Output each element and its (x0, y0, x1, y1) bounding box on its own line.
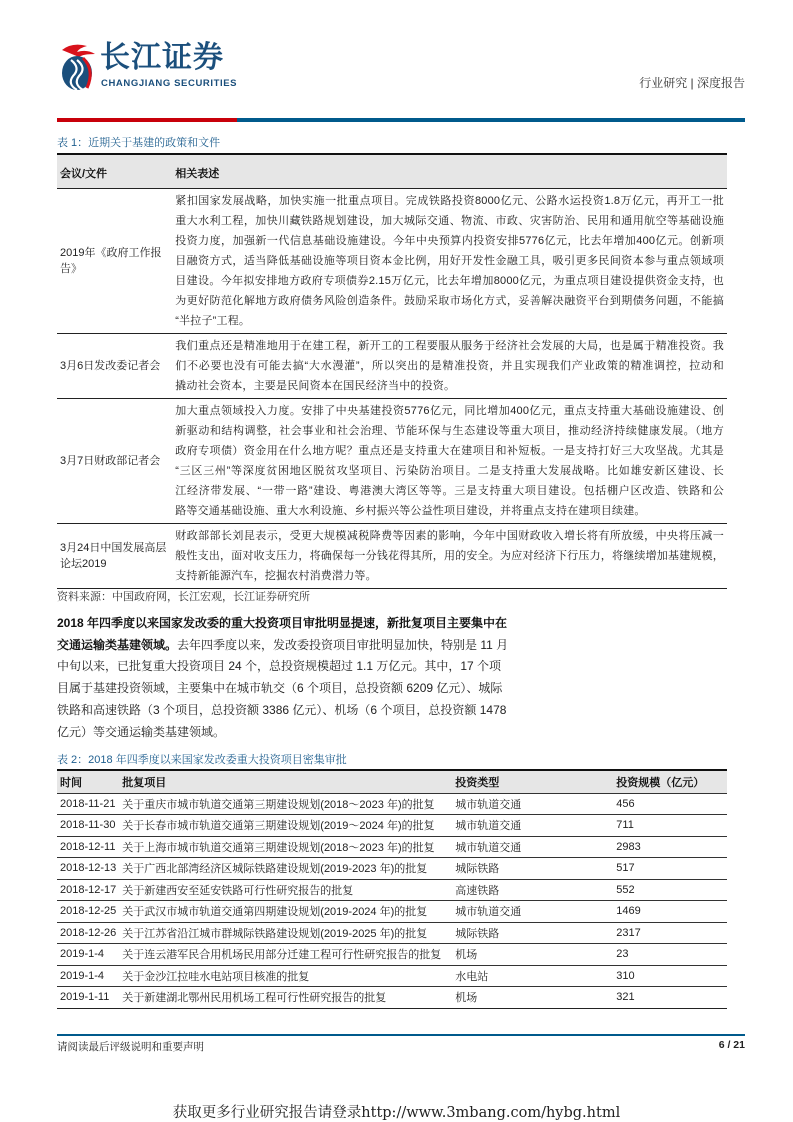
doc-cell: 3月24日中国发展高层论坛2019 (57, 523, 172, 588)
type-cell: 水电站 (452, 965, 613, 987)
project-cell: 关于连云港军民合用机场民用部分迁建工程可行性研究报告的批复 (119, 944, 452, 966)
watermark-link[interactable]: 获取更多行业研究报告请登录http://www.3mbang.com/hybg.html (172, 1105, 621, 1121)
project-cell: 关于上海市城市轨道交通第三期建设规划(2018～2023 年)的批复 (119, 836, 452, 858)
table-row (57, 858, 727, 880)
statement-line: 加大重点领域投入力度。安排了中央基建投资5776亿元，同比增加400亿元，重点支持重大基础设施建设、创 (175, 404, 724, 417)
project-cell: 关于江苏省沿江城市群城际铁路建设规划(2019-2025 年)的批复 (119, 922, 452, 944)
table-row (57, 987, 727, 1009)
paragraph-lead: 2018 年四季度以来国家发改委的重大投资项目审批明显提速，新批复项目主要集中在交通运输类基建领域。 (57, 616, 508, 652)
paragraph-text: 去年四季度以来，发改委投资项目审批明显加快，特别是 11 月中旬以来，已批复重大投资项目 24 个，总投资规模超过 1.1 万亿元。其中，17 个项目属于基建投资领域，主要集中在城市轨交（6 个项目，总投资额 6209 亿元）、城际铁路和高速铁路（3 个项目，总投资额 3386 亿元）、机场（6 个项目，总投资额 1478 亿元）等交通运输类基建领域。 (57, 637, 509, 739)
statement-line: 目建设。今年拟安排地方政府专项债券2.15万亿元，比去年增加8000亿元，为重点项目建设提供资金支持，也 (175, 274, 724, 287)
date-cell: 2019-1-4 (57, 965, 119, 987)
project-cell: 关于重庆市城市轨道交通第三期建设规划(2018～2023 年)的批复 (119, 793, 452, 815)
doc-cell: 3月6日发改委记者会 (57, 333, 172, 398)
table-row (57, 398, 727, 523)
project-cell: 关于新建湖北鄂州民用机场工程可行性研究报告的批复 (119, 987, 452, 1009)
footer-disclaimer: 请阅读最后评级说明和重要声明 (57, 1041, 204, 1053)
table-row (57, 944, 727, 966)
statement-line: 新驱动和结构调整，社会事业和社会治理、节能环保与生态建设等重大项目，推动经济持续健康发展。（地方 (175, 424, 724, 437)
table2-caption: 表 2：2018 年四季度以来国家发改委重大投资项目密集审批 (57, 754, 347, 766)
date-cell: 2019-1-4 (57, 944, 119, 966)
statement-line: 重大水利工程，加快川藏铁路规划建设，加大城际交通、物流、市政、灾害防治、民用和通用航空等基础设施 (175, 214, 724, 227)
statement-line: 般性支出，面对收支压力，将确保每一分钱花得其所，用的安全。为应对经济下行压力，将继续增加基建规模， (175, 549, 724, 562)
type-cell: 城市轨道交通 (452, 793, 613, 815)
table-row (57, 523, 727, 588)
statement-line: 路等交通基础设施、重大水利设施、乡村振兴等公益性项目建设，并将重点支持在建项目续建。 (175, 504, 646, 517)
report-category: 行业研究 | 深度报告 (639, 76, 745, 90)
table-row (57, 836, 727, 858)
project-cell: 关于新建西安至延安铁路可行性研究报告的批复 (119, 879, 452, 901)
policy-table (57, 153, 727, 589)
amount-cell: 310 (613, 965, 727, 987)
date-cell: 2018-12-17 (57, 879, 119, 901)
table-row (57, 188, 727, 333)
type-cell: 城市轨道交通 (452, 815, 613, 837)
column-header: 投资类型 (452, 770, 613, 793)
table1-caption: 表 1：近期关于基建的政策和文件 (57, 137, 221, 149)
header-divider-red (57, 118, 237, 122)
column-header: 投资规模（亿元） (613, 770, 727, 793)
statement-line: 投资力度，加强新一代信息基础设施建设。今年中央预算内投资安排5776亿元，比去年增加400亿元。创新项 (175, 234, 724, 247)
statement-line: 江经济带发展、“一带一路”建设、粤港澳大湾区等等。三是支持重大项目建设。包括棚户区改造、铁路和公 (175, 484, 724, 497)
logo-chinese-name: 长江证券 (100, 40, 224, 75)
doc-cell: 3月7日财政部记者会 (57, 398, 172, 523)
date-cell: 2018-12-25 (57, 901, 119, 923)
statement-line: 目融资方式，适当降低基础设施等项目资本金比例，用好开发性金融工具，吸引更多民间资本参与重点领域项 (175, 254, 724, 267)
table-row (57, 815, 727, 837)
statement-line: 财政部部长刘昆表示，受更大规模减税降费等因素的影响，今年中国财政收入增长将有所放缓，中央将压减一 (175, 529, 724, 542)
doc-cell: 2019年《政府工作报告》 (57, 188, 172, 333)
header-divider-blue (237, 118, 745, 122)
page-number: 6 / 21 (718, 1039, 745, 1051)
table-row (57, 901, 727, 923)
column-header: 会议/文件 (57, 154, 172, 188)
table-row (57, 922, 727, 944)
statement-line: 们不必要也没有可能去搞“大水漫灌”，所以突出的是精准投资，并且实现我们产业政策的精准调控，拉动和 (175, 359, 724, 372)
project-cell: 关于武汉市城市轨道交通第四期建设规划(2019-2024 年)的批复 (119, 901, 452, 923)
column-header: 批复项目 (119, 770, 452, 793)
body-paragraph (57, 613, 513, 743)
column-header: 相关表述 (172, 154, 727, 188)
type-cell: 城市轨道交通 (452, 836, 613, 858)
date-cell: 2018-11-30 (57, 815, 119, 837)
column-header: 时间 (57, 770, 119, 793)
statement-cell (172, 398, 727, 523)
type-cell: 机场 (452, 944, 613, 966)
approval-table (57, 769, 727, 1009)
type-cell: 城市轨道交通 (452, 901, 613, 923)
statement-cell (172, 523, 727, 588)
type-cell: 城际铁路 (452, 858, 613, 880)
statement-line: “半拉子”工程。 (175, 314, 251, 327)
project-cell: 关于金沙江拉哇水电站项目核准的批复 (119, 965, 452, 987)
date-cell: 2018-12-26 (57, 922, 119, 944)
project-cell: 关于长春市城市轨道交通第三期建设规划(2019～2024 年)的批复 (119, 815, 452, 837)
type-cell: 高速铁路 (452, 879, 613, 901)
footer-divider (57, 1034, 745, 1036)
table-header-row (57, 154, 727, 188)
amount-cell: 711 (613, 815, 727, 837)
statement-line: 撬动社会资本，主要是民间资本在国民经济当中的投资。 (175, 379, 456, 392)
amount-cell: 517 (613, 858, 727, 880)
amount-cell: 1469 (613, 901, 727, 923)
table-row (57, 793, 727, 815)
table-row (57, 965, 727, 987)
amount-cell: 321 (613, 987, 727, 1009)
amount-cell: 552 (613, 879, 727, 901)
statement-line: 紧扣国家发展战略，加快实施一批重点项目。完成铁路投资8000亿元、公路水运投资1.8万亿元，再开工一批 (175, 194, 724, 207)
statement-cell (172, 333, 727, 398)
statement-line: 政府专项债）资金用在什么地方呢？重点还是支持重大在建项目和补短板。一是支持打好三大攻坚战。尤其是 (175, 444, 724, 457)
type-cell: 城际铁路 (452, 922, 613, 944)
amount-cell: 2983 (613, 836, 727, 858)
date-cell: 2018-11-21 (57, 793, 119, 815)
date-cell: 2019-1-11 (57, 987, 119, 1009)
table1-source: 资料来源：中国政府网，长江宏观，长江证券研究所 (57, 591, 310, 603)
statement-cell (172, 188, 727, 333)
table-row (57, 879, 727, 901)
statement-line: “三区三州”等深度贫困地区脱贫攻坚项目、污染防治项目。二是支持重大发展战略。比如雄安新区建设、长 (175, 464, 724, 477)
amount-cell: 23 (613, 944, 727, 966)
statement-line: 支持新能源汽车，挖掘农村消费潜力等。 (175, 569, 377, 582)
date-cell: 2018-12-13 (57, 858, 119, 880)
table-header-row (57, 770, 727, 793)
statement-line: 我们重点还是精准地用于在建工程，新开工的工程要服从服务于经济社会发展的大局，也是属于精准投资。我 (175, 339, 724, 352)
amount-cell: 456 (613, 793, 727, 815)
project-cell: 关于广西北部湾经济区城际铁路建设规划(2019-2023 年)的批复 (119, 858, 452, 880)
date-cell: 2018-12-11 (57, 836, 119, 858)
logo-english-name: CHANGJIANG SECURITIES (101, 78, 238, 89)
table-row (57, 333, 727, 398)
amount-cell: 2317 (613, 922, 727, 944)
statement-line: 为更好防范化解地方政府债务风险创造条件。鼓励采取市场化方式，妥善解决融资平台到期债务问题，不能搞 (175, 294, 724, 307)
type-cell: 机场 (452, 987, 613, 1009)
